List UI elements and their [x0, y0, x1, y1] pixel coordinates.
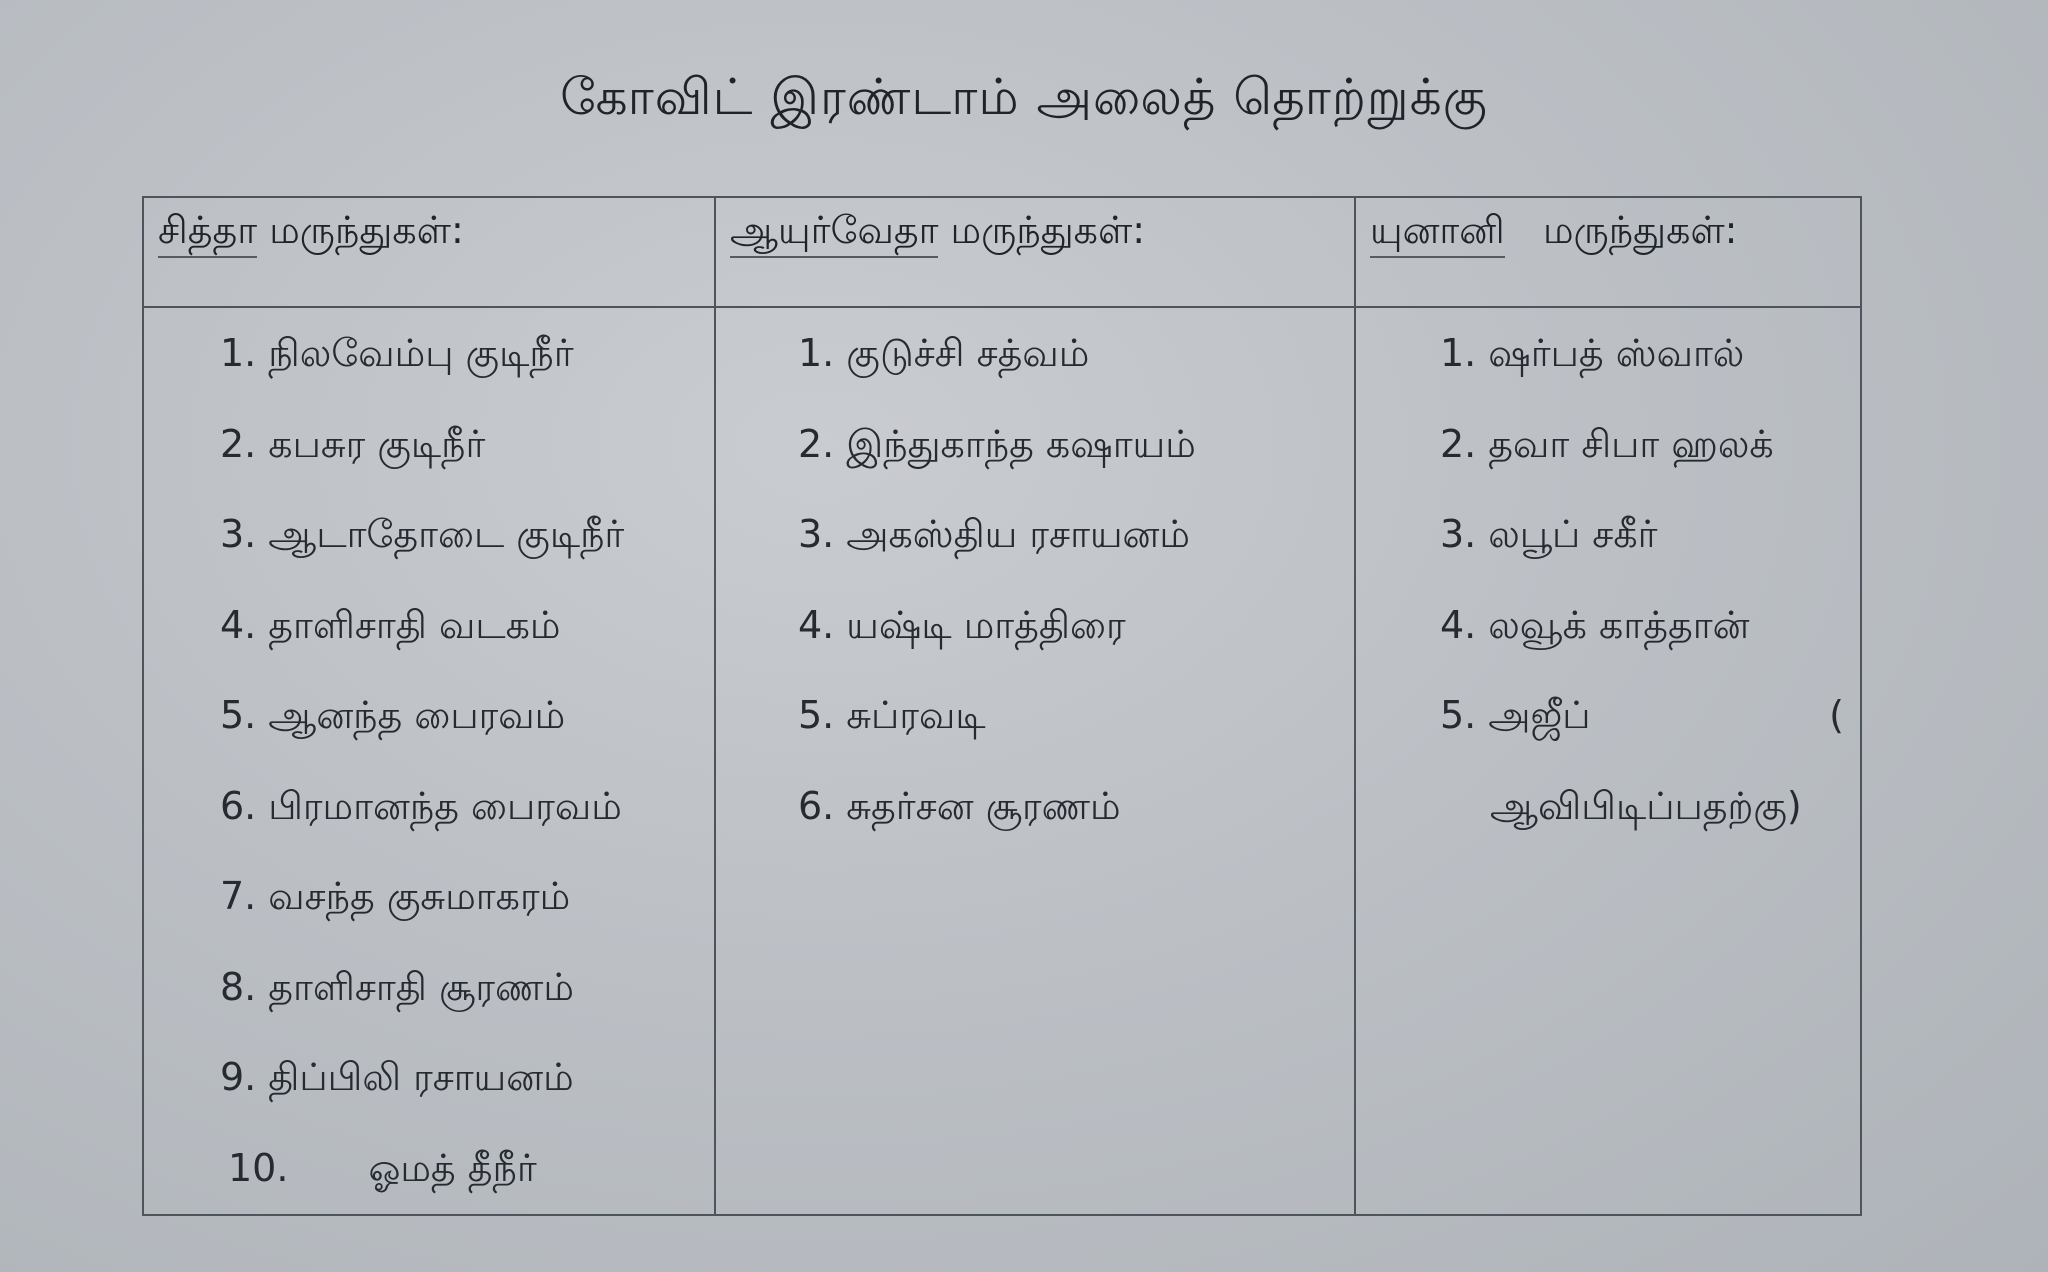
unani-list: [1356, 308, 1860, 851]
list-item: [220, 761, 714, 852]
item-number: 7.: [220, 874, 257, 918]
item-number: 3.: [220, 512, 257, 556]
item-text: ஆடாதோடை குடிநீர்: [268, 512, 625, 556]
ayurveda-list: [716, 308, 1354, 851]
item-text: ஷர்பத் ஸ்வால்: [1488, 331, 1745, 375]
header-unani-medicines: மருந்துகள்:: [1542, 208, 1738, 252]
list-item: [220, 1123, 714, 1214]
header-ayurveda: [716, 198, 1356, 308]
item-text: அகஸ்திய ரசாயனம்: [846, 512, 1190, 556]
item-number: 4.: [1440, 602, 1477, 647]
item-text: தவா சிபா ஹலக்: [1488, 421, 1774, 466]
list-item: [798, 670, 1354, 761]
list-item: [798, 399, 1354, 490]
siddha-list: [144, 308, 714, 1213]
list-item: [798, 308, 1354, 399]
item-number: 3.: [798, 512, 835, 556]
page-title: கோவிட் இரண்டாம் அலைத் தொற்றுக்கு: [560, 68, 1488, 126]
list-item: [220, 851, 714, 942]
item-number: 1.: [798, 331, 835, 375]
item-number: 2.: [798, 421, 835, 466]
list-item: [1440, 580, 1860, 671]
item-text: லவூக் காத்தான்: [1488, 602, 1750, 647]
list-item: [1440, 670, 1860, 761]
item-text: சுதர்சன சூரணம்: [846, 783, 1121, 828]
item-text: தாளிசாதி சூரணம்: [268, 964, 574, 1009]
item-text: சுப்ரவடி: [846, 693, 986, 737]
item-text: யஷ்டி மாத்திரை: [846, 602, 1126, 647]
item-text: இந்துகாந்த கஷாயம்: [846, 421, 1196, 466]
siddha-column: [144, 308, 716, 1214]
list-item: [220, 942, 714, 1033]
list-item: [1440, 399, 1860, 490]
ayurveda-column: [716, 308, 1356, 1214]
item-text: ஆனந்த பைரவம்: [268, 693, 566, 737]
item-number: 1.: [220, 331, 257, 375]
item-number: 10.: [228, 1145, 289, 1190]
item-text: ஓமத் தீநீர்: [368, 1145, 537, 1190]
medicine-table: [142, 196, 1862, 1216]
item-number: 6.: [220, 783, 257, 828]
list-item: [220, 1032, 714, 1123]
item-text: வசந்த குசுமாகரம்: [268, 874, 571, 918]
open-parenthesis: (: [1829, 693, 1844, 737]
item-text: தாளிசாதி வடகம்: [268, 602, 561, 647]
list-item: [1440, 489, 1860, 580]
item-number: 6.: [798, 783, 835, 828]
item-number: 1.: [1440, 331, 1477, 375]
list-item-continuation: [1440, 761, 1860, 852]
item-number: 5.: [798, 693, 835, 737]
item-number: 9.: [220, 1055, 257, 1099]
item-text-continuation: ஆவிபிடிப்பதற்கு): [1490, 783, 1802, 828]
item-number: 4.: [798, 602, 835, 647]
header-siddha-medicines: மருந்துகள்:: [269, 208, 464, 252]
item-number: 5.: [220, 693, 257, 737]
item-number: 4.: [220, 602, 257, 647]
list-item: [220, 399, 714, 490]
item-text: லபூப் சகீர்: [1488, 512, 1658, 556]
item-number: 8.: [220, 964, 257, 1009]
item-text: அஜீப்: [1488, 693, 1591, 737]
header-ayurveda-medicines: மருந்துகள்:: [950, 208, 1146, 252]
item-text: குடுச்சி சத்வம்: [846, 331, 1090, 375]
header-siddha-system: சித்தா: [158, 208, 257, 258]
item-text: பிரமானந்த பைரவம்: [268, 783, 622, 828]
unani-column: [1356, 308, 1860, 1214]
header-ayurveda-system: ஆயுர்வேதா: [730, 208, 938, 258]
item-number: 3.: [1440, 512, 1477, 556]
item-text: திப்பிலி ரசாயனம்: [268, 1055, 574, 1099]
list-item: [220, 670, 714, 761]
item-number: 2.: [1440, 421, 1477, 466]
list-item: [798, 761, 1354, 852]
header-siddha: [144, 198, 716, 308]
header-unani-system: யுனானி: [1370, 208, 1505, 258]
header-unani: [1356, 198, 1860, 308]
item-number: 2.: [220, 421, 257, 466]
list-item: [798, 489, 1354, 580]
list-item: [798, 580, 1354, 671]
list-item: [220, 580, 714, 671]
item-number: 5.: [1440, 693, 1477, 737]
item-text: நிலவேம்பு குடிநீர்: [268, 331, 574, 375]
list-item: [220, 308, 714, 399]
list-item: [220, 489, 714, 580]
item-text: கபசுர குடிநீர்: [268, 421, 486, 466]
list-item: [1440, 308, 1860, 399]
